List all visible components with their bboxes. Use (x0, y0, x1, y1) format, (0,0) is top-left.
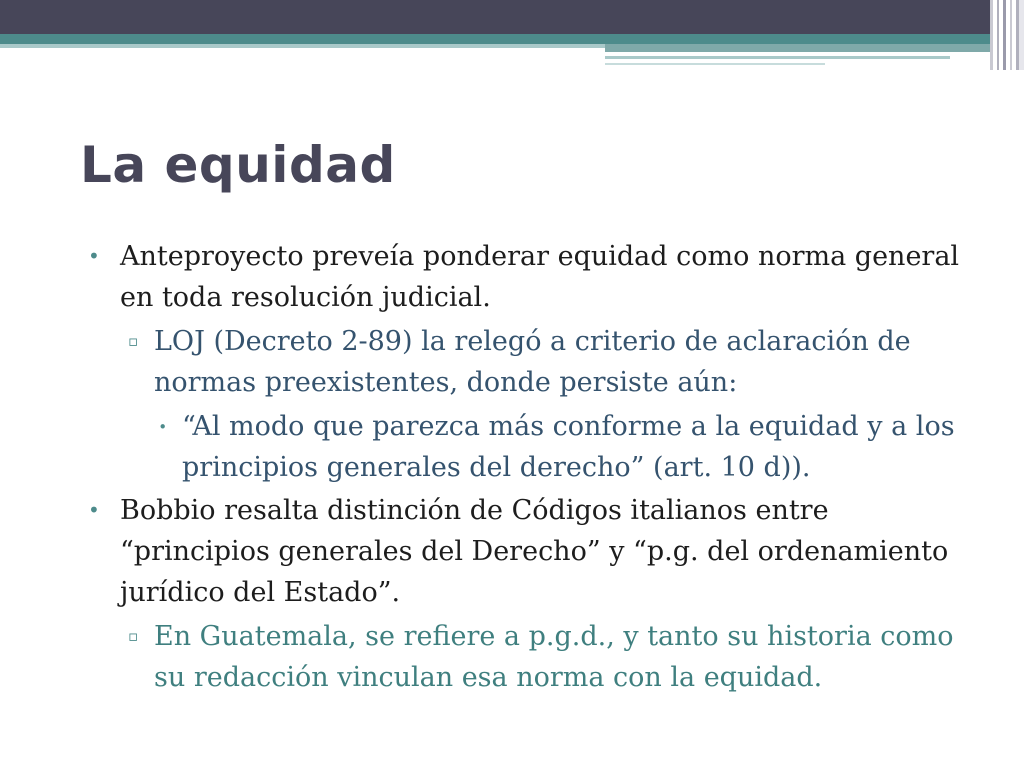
header-band-accent (605, 44, 1000, 52)
bullet-square-icon: ▫ (128, 627, 139, 645)
bullet-text: En Guatemala, se refiere a p.g.d., y tanto su historia como su redacción vinculan esa norma con la equidad. (154, 621, 954, 693)
header-band-dark (0, 0, 1024, 34)
bullet-text: Anteproyecto preveía ponderar equidad como norma general en toda resolución judicial. (120, 241, 960, 313)
bullet-text: LOJ (Decreto 2-89) la relegó a criterio de aclaración de normas preexistentes, donde persiste aún: (154, 326, 911, 398)
slide-title: La equidad (80, 136, 396, 194)
header-band-thin (605, 56, 950, 59)
header-stripes-decoration (990, 0, 1024, 70)
bullet-dot-icon: • (88, 244, 100, 268)
header-band-teal (0, 34, 1024, 44)
bullet-level2-item (86, 616, 986, 698)
bullet-level1-item (86, 490, 986, 613)
header-band-light (0, 44, 605, 48)
bullet-level2-item (86, 321, 986, 403)
bullet-text: Bobbio resalta distinción de Códigos italianos entre “principios generales del Derecho” y “p.g. del ordenamiento jurídico del Estado”. (120, 495, 949, 608)
bullet-level1-item (86, 236, 986, 318)
header-band-thinnest (605, 63, 825, 65)
bullet-level3-item (86, 406, 986, 488)
bullet-small-dot-icon: ∙ (158, 417, 168, 435)
slide-body (86, 234, 986, 698)
bullet-square-icon: ▫ (128, 332, 139, 350)
bullet-text: “Al modo que parezca más conforme a la equidad y a los principios generales del derecho” (art. 10 d)). (182, 411, 955, 483)
bullet-dot-icon: • (88, 498, 100, 522)
